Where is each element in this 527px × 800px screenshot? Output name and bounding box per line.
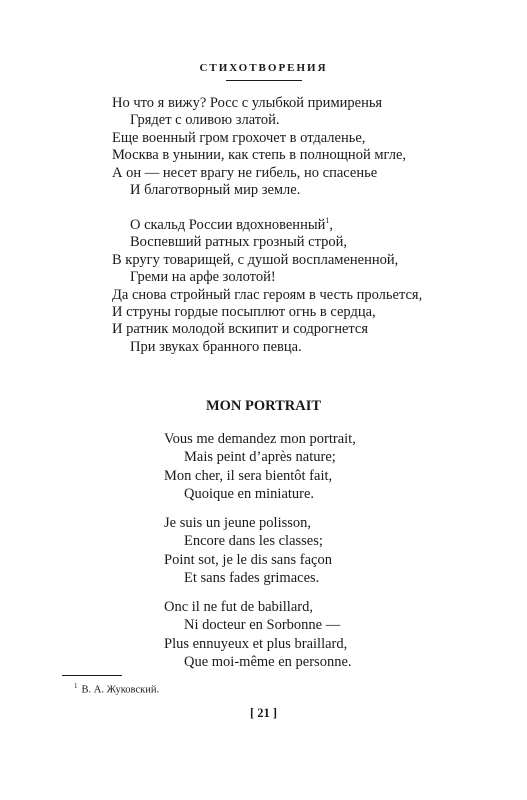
verse-line-with-footnote: О скальд России вдохновенный$^1$, [130, 216, 333, 233]
verse-line: Москва в унынии, как степь в полнощной мгле, [112, 147, 407, 164]
verse-line: Mon cher, il sera bientôt fait, [164, 467, 333, 484]
verse-line: И струны гордые посыплют огнь в сердца, [112, 304, 376, 321]
verse-line: Quoique en miniature. [184, 485, 315, 502]
header-rule [226, 80, 302, 81]
verse-line: Ni docteur en Sorbonne — [184, 617, 341, 634]
verse-line: Да снова стройный глас героям в честь прольется, [112, 286, 423, 303]
verse-line: Plus ennuyeux et plus braillard, [164, 635, 348, 652]
verse-line: И благотворный мир земле. [130, 182, 301, 199]
running-title: СТИХОТВОРЕНИЯ [199, 62, 328, 74]
page-number: [ 21 ] [249, 706, 278, 720]
verse-line: При звуках бранного певца. [130, 338, 302, 355]
footnote-reference: 1 [325, 216, 330, 226]
verse-line: Et sans fades grimaces. [184, 569, 320, 586]
footnote-rule [62, 675, 122, 676]
french-stanza-3 [164, 598, 352, 671]
verse-line: В кругу товарищей, с душой воспламененной, [112, 251, 399, 268]
verse-line: Je suis un jeune polisson, [164, 515, 312, 531]
footnote-number: 1 [74, 682, 78, 690]
verse-line: Encore dans les classes; [184, 533, 323, 550]
footnote [74, 682, 159, 696]
poem-title: MON PORTRAIT [205, 398, 322, 414]
verse-line: Воспевший ратных грозный строй, [130, 234, 347, 251]
verse-line: Onc il ne fut de babillard, [164, 599, 313, 615]
verse-line: А он — несет врагу не гибель, но спасенье [112, 164, 378, 181]
french-stanza-2 [164, 514, 332, 587]
french-stanza-1 [164, 430, 356, 503]
verse-line: Еще военный гром грохочет в отдаленье, [112, 129, 366, 146]
verse-line: Point sot, je le dis sans façon [164, 551, 332, 568]
russian-stanza-1 [112, 95, 406, 199]
footnote-text: В. А. Жуковский. [81, 684, 160, 696]
verse-line: Que moi-même en personne. [184, 653, 352, 670]
verse-line: Mais peint d’après nature; [184, 449, 336, 466]
verse-line: Vous me demandez mon portrait, [164, 431, 356, 447]
verse-line: Но что я вижу? Росс с улыбкой примиренья [112, 95, 383, 111]
verse-line: И ратник молодой вскипит и содрогнется [112, 321, 369, 338]
verse-line: Греми на арфе золотой! [130, 269, 276, 286]
verse-text: О скальд России вдохновенный [130, 217, 326, 233]
russian-stanza-2 [112, 217, 422, 356]
verse-line: Грядет с оливою златой. [130, 112, 280, 129]
